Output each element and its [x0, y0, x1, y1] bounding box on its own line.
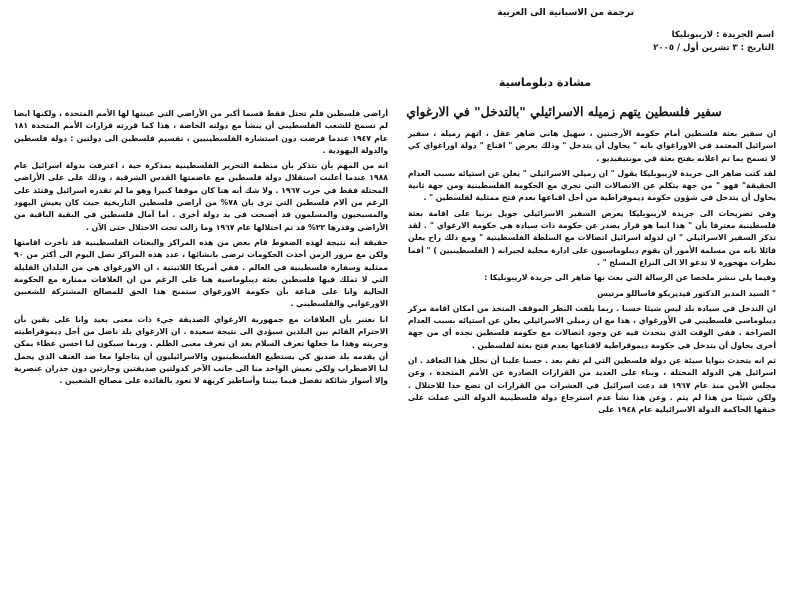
- article-date: التاريخ : ٣ تشرين أول / ٢٠٠٥: [653, 43, 774, 53]
- paragraph: ثم انه يتحدث بنوايا سيئة عن دولة فلسطين التي لم تقم بعد . حسنا علينا أن نحلل هذا التعاقد . ان اسرائيل هي الدولة المحتلة ، وبناء على العديد من القرارات الصادرة عن الأمم المتحدة ، وعن مجلس الأمن منذ عام ١٩٦٧ قد دعت اسرائيل في العشرات من القرارات ان تضع حدا للاحتلال . ولكن شيئا من هذا لم يتم . وعن هذا نشأ عدم استرجاع دولة فلسطينية الدولة التي عملت على خنقها الحاكمة الدولة الاسرائيلية عام ١٩٤٨ على: [408, 356, 776, 415]
- paragraph: لقد كتب ضاهر الى جريدة لاريبوبليكا يقول " ان زميلي الاسرائيلي " يعلن عن استيائه بسبب العدام الحقيقة" فهو " من جهة يتكلم عن الاتصالات التي تجري مع الحكومة الفلسطينية ومن جهة ثانية يحاول أن يتدخل في شؤون حكومة ديموقراطية من أجل اقناعها بعدم فتح ممثلية لفلسطين " .: [408, 168, 776, 203]
- document-header: [394, 8, 774, 53]
- article-headline: سفير فلسطين يتهم زميله الاسرائيلي "بالتدخل" في الارغواي: [406, 104, 722, 119]
- letter-salutation: " السيد المدير الدكتور فيديريكو فاساللو مرتيس: [597, 288, 776, 298]
- paragraph: حقيقة أنه نتيجة لهذه الضغوط قام بعض من هذه المراكز والبعثات الفلسطينية قد تأخرت اقامتها ولكن مع مرور الزمن أخذت الحكومات ترضى بانشائها ، عدد هذه المراكز تصل اليوم الى أكثر من ٩٠ ممثلية وسفارة فلسطينية في العالم . ففي أمريكا اللاتينية ، ان الاورغواي هي من البلدان القليلة التي لا تملك فيها فلسطين بعثة ديبلوماسية هنا على الرغم من ان العلاقات ممتازة مع الحكومة الحالية وانا على قناعة بأن حكومة الاورغواي ستمنح هذا الحق للمصالح المشتركة للشعبين الاورغوايي والفلسطيني .: [14, 237, 388, 309]
- paragraph: ان التدخل في سيادة بلد ليس شيئا حسنا . ربما يلفت النظر الموقف المتخذ من امكان اقامة مركز ديبلوماسي فلسطيني في الأورغواي ، هذا مع ان زميلي الاسرائيلي يعلن عن استيائه بسبب العدام الصراحة . ففي الوقت الذي يتحدث فيه عن وجود اتصالات مع حكومة فلسطين نجده أي من جهة أخرى يحاول أن يتدخل في حكومة ديموقراطية لاقناعها بعدم فتح بعثة لفلسطين .: [408, 303, 776, 350]
- paragraph: أراضي فلسطين فلم تحتل فقط قسما أكبر من الأراضي التي عينتها لها الأمم المتحدة ، ولكنها ايضا لم تسمح للشعب الفلسطيني أن ينشأ مع دولته الخاصة ، هذا كما قررته قرارات الأمم المتحدة ١٨١ عام ١٩٤٧ عندما فرضت دون استشارة الفلسطينيين ، تقسيم فلسطين الى دولتين : دولة فلسطين والدولة اليهودية .: [14, 109, 388, 155]
- paragraph: وفيما يلي ننشر ملخصا عن الرسالة التي بعث بها ضاهر الى جريدة لاريبوبليكا :: [484, 273, 776, 283]
- paragraph: انا نعتبر بأن العلاقات مع جمهورية الارغواي الصديقة جيء ذات معنى بعيد وانا على يقين بأن الاحترام القائم بين البلدين سيؤدي الى نتيجة سعيدة . ان الارغواي بلد ناضل من أجل ديموقراطيته وحريته وهذا ما جعلها تعرف السلام بعد ان تعرف معنى الظلم . وربما سيكون لنا احسن عطاء يمكن أن يقدمه بلد صديق كي يستطيع الفلسطينيون والاسرائيليون أن يتاجلوا معا ضد العنف الذي يحمل لنا الاضطراب ولكي نعيش الواحد منا الى جانب الآخر كدولتين صديقتين وجارتين دون جدران عنصرية وإلا أسوار شائكة تفصل فيما بيننا وأساطير كريهة لا تعود بالفائدة على مصالح الشعبين .: [14, 314, 388, 386]
- newspaper-name: اسم الجريدة : لاريبوبليكا: [671, 30, 774, 40]
- paragraph: ان سفير بعثة فلسطين أمام حكومة الأرجنتين ، سهيل هاني ضاهر عقل ، اتهم زميله ، سفير اسرائيل المعتمد في الاوراغواي بانه " يحاول أن يتدخل " وذلك بعرض " اقناع " دولة اوراغواي كي لا تسمح بما تم اعلانه بفتح بعثة في مونتيفيديو .: [408, 129, 776, 163]
- right-text-column: [408, 128, 776, 420]
- translation-note: ترجمة من الاسبانية الى العربية: [497, 8, 634, 18]
- section-title: مشادة دبلوماسية: [498, 76, 592, 89]
- left-text-column: [14, 108, 388, 391]
- paragraph: وفي تصريحات الى جريدة لاريبوبليكا يعرض السفير الاسرائيلي جويل برنيا على اقامة بعثة فلسطينية معترفا بأن " هذا انما هو قرار يصدر عن حكومة ذات سيادة هي حكومة الارغواي " . لقد تذكر السفير الاسرائيلي " ان لدولة اسرائيل اتصالات مع السلطة الفلسطينية " ومع ذلك راح يعلن قائلا بانه من مسلمة الأمور أن يقوم ديبلوماسيون على ادارة محلية لجيرانه ( الفلسطينيين ) " أفما نظرات مهجورة لا تدعو الا الى النزاع المسلح " .: [408, 208, 776, 267]
- paragraph: انه من المهم بأن نتذكر بأن منظمة التحرير الفلسطينية بمذكرة حية ، اعترفت بدولة اسرائيل عام ١٩٨٨ عندما أعلنت استقلال دولة فلسطين مع عاصمتها القدس الشرقية ، وذلك على على الأراضي المحتلة فقط في حرب ١٩٦٧ . ولا شك أنه هنا كان موقفا كبيرا وهو ما لم تقدره اسرائيل وقتئذ على الرغم من آلام فلسطين التي ترى بان ٧٨% من أراضي فلسطين التاريخية حيث كان يعيش اليهود والمسيحيون والمسلمون قد أصبحت في يد دولة أخرى . أما آمال فلسطين في البقية الباقية من الأراضي وقدرها ٢٢% قد تم احتلالها عام ١٩٦٧ وما زالت تحت الاحتلال حتى الآن .: [14, 161, 388, 232]
